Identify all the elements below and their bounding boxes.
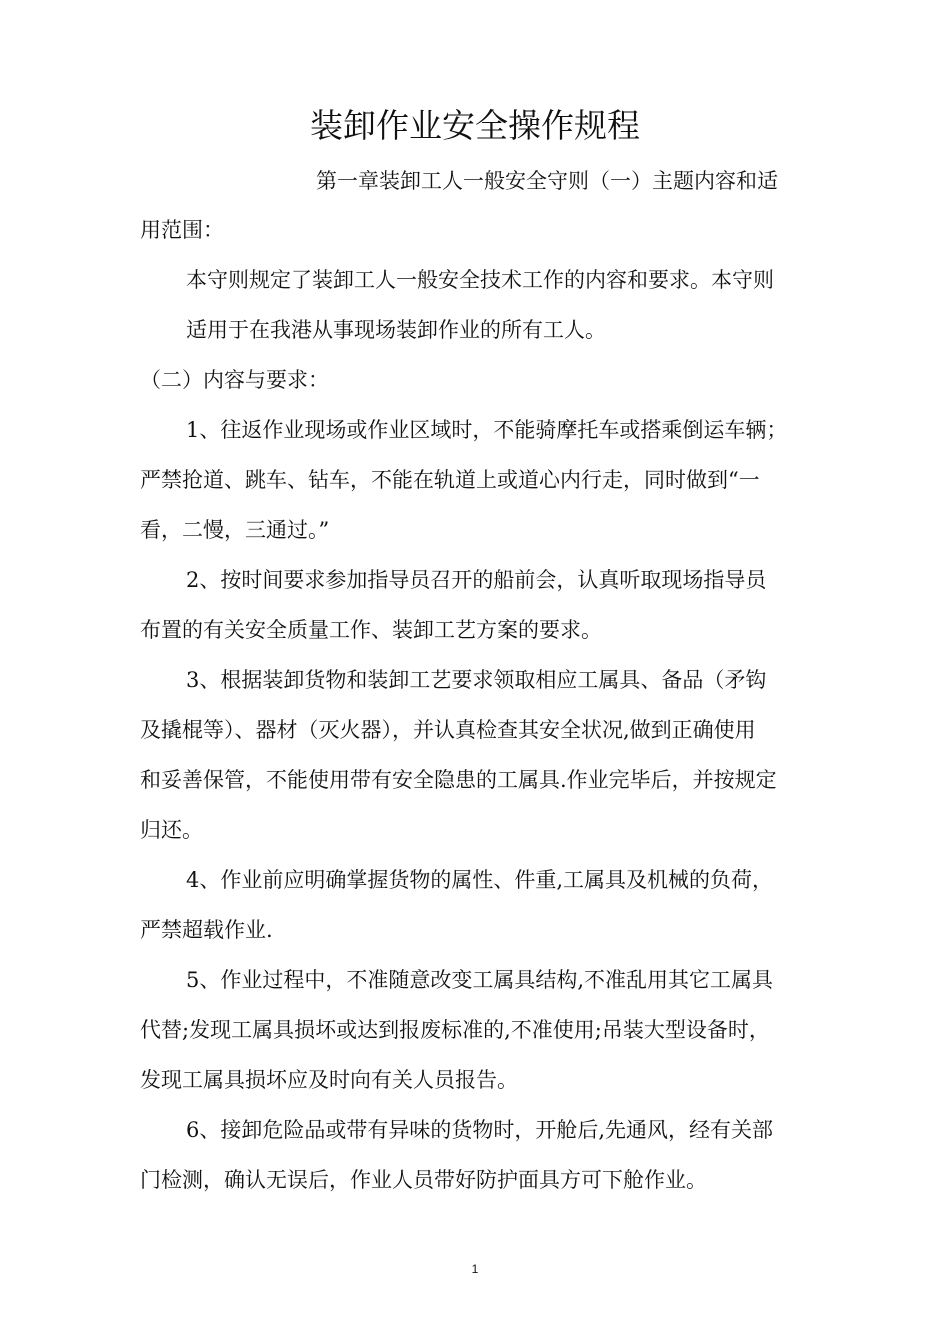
section-heading: （二）内容与要求： (140, 368, 329, 392)
rule-5-line-1: 5、作业过程中，不准随意改变工属具结构,不准乱用其它工属具 (186, 968, 774, 992)
rule-1-line-2: 严禁抢道、跳车、钻车，不能在轨道上或道心内行走，同时做到“一 (140, 468, 760, 492)
rule-1-line-1: 1、往返作业现场或作业区域时，不能骑摩托车或搭乘倒运车辆； (186, 418, 788, 442)
rule-3-line-4: 归还。 (140, 818, 203, 842)
rule-2-line-2: 布置的有关安全质量工作、装卸工艺方案的要求。 (140, 618, 602, 642)
scope-paragraph-line-1: 本守则规定了装卸工人一般安全技术工作的内容和要求。本守则 (186, 268, 774, 292)
rule-4-line-1: 4、作业前应明确掌握货物的属性、件重,工属具及机械的负荷， (186, 868, 774, 892)
rule-2-line-1: 2、按时间要求参加指导员召开的船前会，认真听取现场指导员 (186, 568, 767, 592)
rule-4-line-2: 严禁超载作业. (140, 918, 273, 942)
scope-paragraph-line-2: 适用于在我港从事现场装卸作业的所有工人。 (186, 318, 606, 342)
document-title: 装卸作业安全操作规程 (310, 106, 640, 145)
rule-6-line-2: 门检测，确认无误后，作业人员带好防护面具方可下舱作业。 (140, 1168, 707, 1192)
rule-1-line-3: 看，二慢，三通过。” (140, 518, 330, 542)
rule-5-line-3: 发现工属具损坏应及时向有关人员报告。 (140, 1068, 518, 1092)
rule-3-line-2: 及撬棍等）、器材（灭火器），并认真检查其安全状况,做到正确使用 (140, 718, 756, 742)
chapter-heading-line-2: 用范围： (140, 218, 224, 242)
chapter-heading-line-1: 第一章装卸工人一般安全守则（一）主题内容和适 (316, 169, 778, 193)
rule-5-line-2: 代替;发现工属具损坏或达到报废标准的,不准使用;吊装大型设备时， (140, 1018, 770, 1042)
rule-3-line-1: 3、根据装卸货物和装卸工艺要求领取相应工属具、备品（矛钩 (186, 668, 767, 692)
rule-3-line-3: 和妥善保管，不能使用带有安全隐患的工属具.作业完毕后，并按规定 (140, 768, 777, 792)
page-number: 1 (471, 1262, 479, 1276)
rule-6-line-1: 6、接卸危险品或带有异味的货物时，开舱后,先通风，经有关部 (186, 1118, 774, 1142)
